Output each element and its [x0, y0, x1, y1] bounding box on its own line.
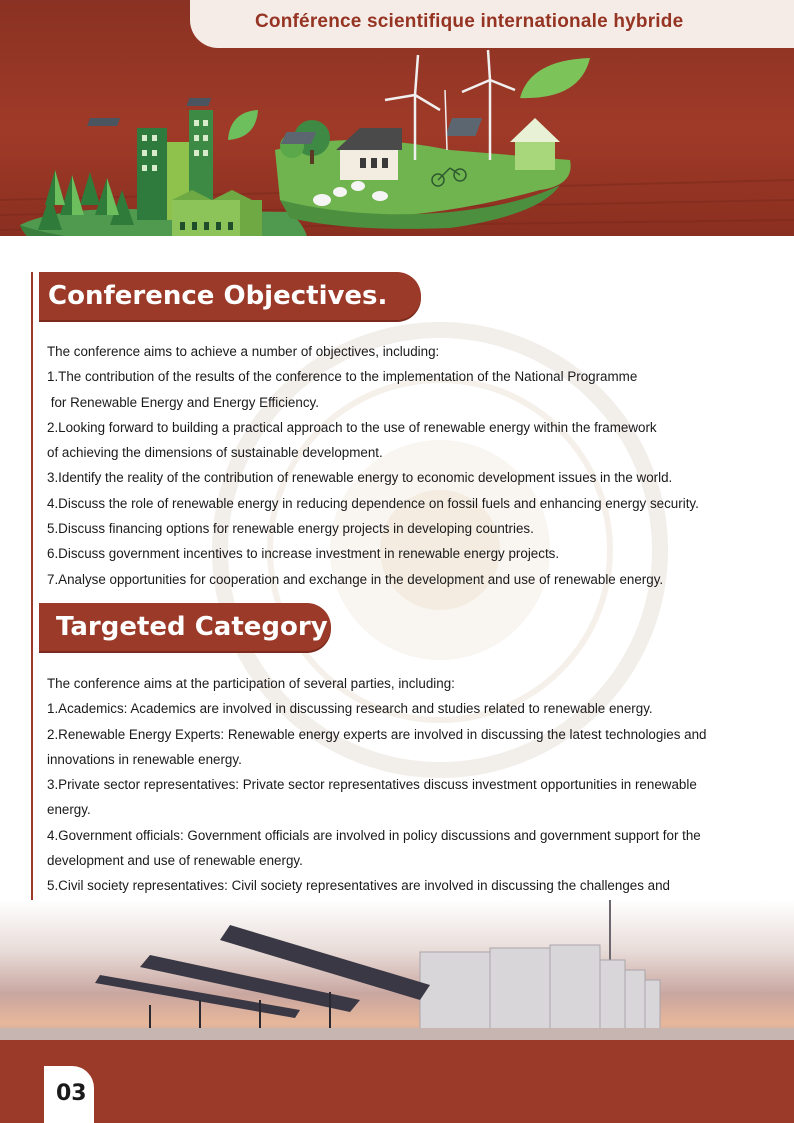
section-heading-targeted: Targeted Category: [39, 603, 331, 651]
objective-line: 5.Discuss financing options for renewable energy projects in developing countries.: [47, 521, 534, 537]
targeted-line: 3.Private sector representatives: Private sector representatives discuss investment opportunities in renewable: [47, 777, 697, 793]
objective-line: 4.Discuss the role of renewable energy in reducing dependence on fossil fuels and enhancing energy security.: [47, 495, 699, 511]
objectives-text: [47, 339, 767, 592]
targeted-line: 4.Government officials: Government officials are involved in policy discussions and government support for the: [47, 827, 701, 843]
footer-band: [0, 1040, 794, 1123]
targeted-intro: The conference aims at the participation of several parties, including:: [47, 676, 455, 691]
targeted-text: [47, 671, 767, 924]
objectives-intro: The conference aims to achieve a number of objectives, including:: [47, 344, 440, 359]
targeted-line: innovations in renewable energy.: [47, 751, 242, 767]
objective-line: 6.Discuss government incentives to increase investment in renewable energy projects.: [47, 546, 560, 562]
targeted-line: energy.: [47, 802, 91, 818]
header-title: Conférence scientifique internationale hybride: [255, 11, 684, 32]
targeted-line: 2.Renewable Energy Experts: Renewable energy experts are involved in discussing the latest technologies and: [47, 726, 707, 742]
page-number: 03: [56, 1081, 87, 1106]
objective-line: for Renewable Energy and Energy Efficiency.: [47, 394, 319, 410]
objective-line: 2.Looking forward to building a practical approach to the use of renewable energy within the framework: [47, 419, 657, 435]
header-band: [0, 0, 794, 236]
objective-line: 7.Analyse opportunities for cooperation and exchange in the development and use of renewable energy.: [47, 571, 664, 587]
targeted-line: 5.Civil society representatives: Civil society representatives are involved in discussing the challenges and: [47, 878, 670, 894]
targeted-line: development and use of renewable energy.: [47, 853, 303, 869]
objective-line: 3.Identify the reality of the contribution of renewable energy to economic development issues in the world.: [47, 470, 673, 486]
objective-line: 1.The contribution of the results of the conference to the implementation of the National Programme: [47, 369, 638, 385]
objective-line: of achieving the dimensions of sustainable development.: [47, 445, 383, 461]
solar-farm-photo: [0, 900, 794, 1045]
targeted-line: 1.Academics: Academics are involved in discussing research and studies related to renewable energy.: [47, 701, 653, 717]
section-heading-objectives: Conference Objectives.: [39, 272, 421, 320]
